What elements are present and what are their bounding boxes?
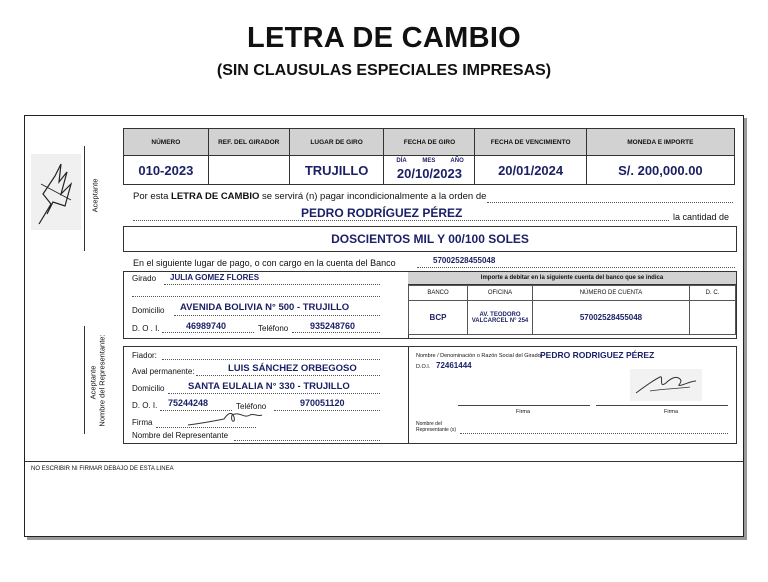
lugar-giro-value: TRUJILLO [289, 156, 384, 185]
aval-firma-dots [156, 427, 256, 428]
dia-sublabel: DÍA [396, 158, 407, 164]
cuenta-col-banco: BANCO [409, 286, 468, 301]
cuenta-numero-value: 57002528455048 [533, 301, 690, 335]
girado-domicilio-dots [174, 315, 380, 316]
girado-value: JULIA GOMEZ FLORES [170, 273, 260, 282]
beneficiario-value: PEDRO RODRÍGUEZ PÉREZ [301, 206, 463, 220]
aval-telefono-value: 970051120 [300, 398, 345, 408]
cuenta-header: Importe a debitar en la siguiente cuenta del banco que se indica [408, 272, 736, 285]
fecha-giro-value: 20/10/2023 [396, 165, 462, 181]
girado-telefono-dots [292, 332, 380, 333]
aval-telefono-dots [274, 410, 380, 411]
cuenta-section [408, 272, 736, 338]
girador-nombre-rep-label: Nombre del Representante (s) [416, 421, 457, 433]
girador-signature [630, 369, 702, 401]
col-moneda-importe: MONEDA E IMPORTE [586, 129, 734, 156]
stub-aceptante-label: Aceptante [90, 178, 100, 213]
cuenta-oficina-value: AV. TEODORO VALCARCEL N° 254 [468, 301, 533, 335]
numero-value: 010-2023 [124, 156, 209, 185]
aval-domicilio-value: SANTA EULALIA N° 330 - TRUJILLO [188, 381, 350, 392]
aval-doi-value: 75244248 [168, 398, 209, 408]
aval-nombre-rep-dots [234, 440, 380, 441]
col-lugar-giro: LUGAR DE GIRO [289, 129, 384, 156]
cuenta-col-dc: D. C. [690, 286, 736, 301]
header-table [123, 128, 735, 185]
girado-dots-2 [132, 296, 380, 297]
girador-nombre-value: PEDRO RODRIGUEZ PÉREZ [540, 350, 655, 360]
girador-doi-value: 72461444 [436, 361, 472, 370]
aval-domicilio-dots [168, 393, 380, 394]
girado-box [123, 271, 737, 339]
aval-domicilio-label: Domicilio [132, 384, 165, 393]
girado-doi-dots [162, 332, 254, 333]
lugar-pago-label: En el siguiente lugar de pago, o con cargo en la cuenta del Banco [133, 258, 396, 268]
aval-value: LUIS SÁNCHEZ ORBEGOSO [228, 363, 357, 374]
aval-telefono-label: Teléfono [236, 402, 267, 411]
cuenta-table [408, 285, 736, 335]
aval-box [123, 346, 737, 444]
girador-firma-line-left [458, 405, 590, 406]
orden-dots [487, 202, 733, 203]
girador-firma-line-right [596, 405, 728, 406]
aval-dots [196, 375, 380, 376]
girado-label: Girado [132, 274, 157, 283]
fecha-giro-cell [384, 156, 475, 185]
girado-doi-label: D. O . I. [132, 324, 160, 333]
col-fecha-vencimiento: FECHA DE VENCIMIENTO [475, 129, 586, 156]
girador-firma-left: Firma [516, 409, 531, 415]
cantidad-label: la cantidad de [673, 212, 730, 222]
girado-telefono-value: 935248760 [310, 321, 356, 331]
stub-divider-top [84, 146, 85, 251]
no-escribir-label: NO ESCRIBIR NI FIRMAR DEBAJO DE ESTA LINEA [31, 466, 174, 472]
girador-signature-box [630, 369, 702, 401]
girador-doi-label: D.O.I. [416, 364, 431, 370]
girador-section [408, 347, 736, 443]
orden-bold: LETRA DE CAMBIO [171, 191, 260, 202]
col-ref-girador: REF. DEL GIRADOR [208, 129, 289, 156]
document-title: LETRA DE CAMBIO [246, 22, 522, 54]
aval-section [124, 347, 409, 443]
cantidad-box [123, 226, 737, 252]
cuenta-col-numero: NÚMERO DE CUENTA [533, 286, 690, 301]
beneficiario-dots [133, 220, 669, 221]
aval-signature [184, 409, 264, 429]
fiador-dots [162, 359, 380, 360]
orden-prefix: Por esta [133, 191, 172, 202]
stub-nombre-representante: Nombre del Representante: [97, 334, 107, 427]
lugar-pago-value: 57002528455048 [433, 256, 496, 265]
fiador-label: Fiador: [132, 351, 157, 360]
letra-frame [24, 115, 744, 537]
aval-firma-label: Firma [132, 418, 153, 427]
cuenta-dc-value [690, 301, 736, 335]
girador-nombre-rep-dots [460, 433, 728, 434]
girador-nombre-label: Nombre / Denominación o Razón Social del Girador [416, 353, 543, 359]
aval-doi-label: D. O. I. [132, 401, 158, 410]
girado-dots [164, 284, 380, 285]
cuenta-banco-value: BCP [409, 301, 468, 335]
girado-telefono-label: Teléfono [258, 324, 289, 333]
aceptante-signature [31, 154, 81, 230]
stub-aceptante-label-2: Aceptante [88, 365, 98, 400]
mes-sublabel: MES [422, 158, 436, 164]
orden-suffix: se servirá (n) pagar incondicionalmente a la orden de [259, 191, 487, 202]
aceptante-signature-box [31, 154, 81, 230]
ref-girador-value [208, 156, 289, 185]
orden-line [133, 191, 486, 202]
stub-divider-bottom [84, 326, 85, 434]
girador-firma-right: Firma [664, 409, 679, 415]
girado-domicilio-label: Domicilio [132, 306, 165, 315]
moneda-importe-value: S/. 200,000.00 [586, 156, 734, 185]
ano-sublabel: AÑO [450, 158, 464, 164]
cuenta-col-oficina: OFICINA [468, 286, 533, 301]
document-subtitle: (SIN CLAUSULAS ESPECIALES IMPRESAS) [216, 62, 552, 79]
col-fecha-giro: FECHA DE GIRO [384, 129, 475, 156]
no-escribir-line [25, 461, 743, 462]
girado-doi-value: 46989740 [186, 321, 227, 331]
aval-label: Aval permanente: [132, 367, 195, 376]
aval-nombre-rep-label: Nombre del Representante [132, 431, 229, 440]
col-numero: NÚMERO [124, 129, 209, 156]
fecha-vencimiento-value: 20/01/2024 [475, 156, 586, 185]
cantidad-letras: DOSCIENTOS MIL Y 00/100 SOLES [331, 232, 529, 246]
lugar-pago-dots [417, 267, 735, 268]
girado-domicilio-value: AVENIDA BOLIVIA N° 500 - TRUJILLO [180, 302, 350, 313]
girado-section [124, 272, 409, 338]
